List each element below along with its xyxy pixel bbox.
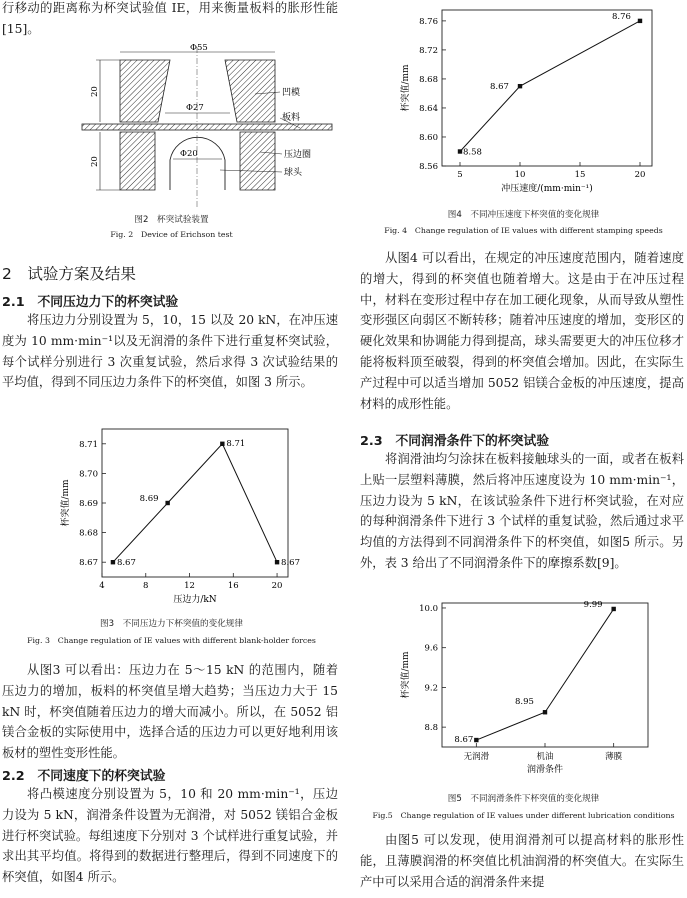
x-axis-title: 冲压速度/(mm·min⁻¹) <box>501 184 593 194</box>
y-tick-label: 8.67 <box>79 558 98 569</box>
data-point <box>458 149 462 153</box>
label-holder: 压边圈 <box>284 150 312 160</box>
y-tick-label: 8.70 <box>79 469 98 480</box>
figure-3-chart <box>56 423 300 613</box>
y-tick-label: 8.56 <box>419 162 438 172</box>
data-point <box>165 501 169 505</box>
fig2-caption-cn: 图2 杯突试验装置 <box>134 215 209 225</box>
y-tick-label: 8.76 <box>419 16 438 27</box>
paragraph-fig3-analysis: 从图3 可以看出：压边力在 5～15 kN 的范围内，随着压边力的增加，板料的杯突值呈增大趋势；当压边力大于 15 kN 时，杯突值随着压边力的增大而减小。所以，在 5052 铝镁合金板的实际使用中，选择合适的压边力可以更好地利用该板材的塑性变形性能。 <box>2 663 338 761</box>
dim-phi27: Φ27 <box>186 103 204 113</box>
y-tick-label: 9.6 <box>424 643 438 654</box>
y-tick-label: 8.69 <box>79 499 98 509</box>
subsection-2-2-title: 2.2 不同速度下的杯突试验 <box>2 769 166 784</box>
data-label: 8.95 <box>515 697 534 708</box>
data-label: 8.71 <box>226 438 246 449</box>
figure-4-chart <box>390 4 660 199</box>
fig4-caption-en: Fig. 4 Change regulation of IE values with different stamping speeds <box>384 226 663 235</box>
dim-top-20: 20 <box>90 86 100 97</box>
y-tick-label: 8.8 <box>424 723 438 734</box>
fig4-caption-cn: 图4 不同冲压速度下杯突值的变化规律 <box>447 210 600 220</box>
data-point <box>518 84 522 88</box>
data-label: 8.67 <box>281 558 300 569</box>
dim-phi20: Φ20 <box>180 149 198 159</box>
x-tick-label: 薄膜 <box>605 752 623 762</box>
data-label: 9.99 <box>583 599 603 610</box>
figure-5-chart <box>390 597 660 787</box>
x-tick-label: 12 <box>184 581 195 591</box>
y-tick-label: 8.64 <box>419 103 438 114</box>
data-label: 8.67 <box>490 82 509 93</box>
x-tick-label: 20 <box>634 170 646 180</box>
die-right <box>225 60 275 122</box>
fig5-caption-en: Fig.5 Change regulation of IE values under different lubrication conditions <box>372 811 675 820</box>
fig5-caption-cn: 图5 不同润滑条件下杯突值的变化规律 <box>447 794 600 804</box>
sheet <box>82 124 332 130</box>
data-label: 8.67 <box>116 558 136 569</box>
x-axis-title: 压边力/kN <box>173 595 217 605</box>
series-line <box>460 21 640 152</box>
y-tick-label: 8.72 <box>419 45 438 56</box>
y-tick-label: 10.0 <box>419 603 438 614</box>
data-point <box>275 560 279 564</box>
data-point <box>543 710 547 714</box>
dim-bottom-20: 20 <box>90 156 100 167</box>
x-tick-label: 15 <box>574 170 586 180</box>
plot-frame <box>442 603 648 747</box>
series-line <box>476 609 613 740</box>
y-axis-title: 杯突值/mm <box>61 479 71 527</box>
section-2-title: 2 试验方案及结果 <box>2 265 136 283</box>
data-label: 8.69 <box>139 494 159 504</box>
y-axis-title: 杯突值/mm <box>401 651 411 699</box>
data-point <box>111 560 115 564</box>
plot-frame <box>102 429 288 577</box>
series-line <box>113 444 277 562</box>
data-point <box>474 738 478 742</box>
x-tick-label: 机油 <box>536 752 554 762</box>
x-tick-label: 10 <box>514 170 526 180</box>
paragraph-fig4-analysis: 从图4 可以看出，在规定的冲压速度范围内，随着速度的增大，得到的杯突值也随着增大。这是由于在冲压过程中，材料在变形过程中存在加工硬化现象，从而导致从塑性变形强区向弱区不断转移；随着冲压速度的增加，变形区的硬化效果和协调能力得到提高，球头需要更大的冲压位移才能将板料顶至破裂，得到的杯突值会增加。因此，在实际生产过程中可以适当增加 5052 铝镁合金板的冲压速度，提高材料的成形性能。 <box>360 251 684 411</box>
dim-phi55: Φ55 <box>190 43 208 53</box>
data-point <box>638 19 642 23</box>
data-label: 8.58 <box>463 147 482 158</box>
data-point <box>611 607 615 611</box>
fig3-caption-en: Fig. 3 Change regulation of IE values with different blank-holder forces <box>27 636 316 645</box>
x-tick-label: 4 <box>99 581 105 591</box>
plot-frame <box>442 10 652 166</box>
figure-2-erichson-device <box>70 42 340 214</box>
data-point <box>220 442 224 446</box>
x-tick-label: 16 <box>227 581 239 591</box>
y-tick-label: 8.68 <box>419 74 438 85</box>
holder-right <box>240 132 275 190</box>
y-tick-label: 9.2 <box>424 683 438 694</box>
fig2-caption-en: Fig. 2 Device of Erichson test <box>110 230 233 239</box>
label-sheet: 板料 <box>282 113 301 123</box>
ball-head <box>170 137 225 190</box>
x-tick-label: 5 <box>457 170 463 180</box>
data-label: 8.76 <box>612 11 631 22</box>
x-tick-label: 20 <box>271 581 283 591</box>
x-axis-title: 润滑条件 <box>526 765 564 775</box>
label-ball: 球头 <box>284 168 303 178</box>
intro-paragraph: 行移动的距离称为杯突试验值 IE，用来衡量板料的胀形性能[15]。 <box>2 1 338 36</box>
y-tick-label: 8.60 <box>419 132 438 143</box>
subsection-2-3-title: 2.3 不同润滑条件下的杯突试验 <box>360 434 550 449</box>
holder-left <box>120 132 155 190</box>
subsection-2-1-title: 2.1 不同压边力下的杯突试验 <box>2 295 179 310</box>
fig3-caption-cn: 图3 不同压边力下杯突值的变化规律 <box>100 619 243 629</box>
y-axis-title: 杯突值/mm <box>401 64 411 112</box>
y-tick-label: 8.68 <box>79 528 98 539</box>
x-tick-label: 无润滑 <box>463 752 490 762</box>
y-tick-label: 8.71 <box>79 439 98 450</box>
paragraph-2-1: 将压边力分别设置为 5，10，15 以及 20 kN，在冲压速度为 10 mm·min⁻¹以及无润滑的条件下进行重复杯突试验，每个试样分别进行 3 次重复试验，然后求得 3 次试验结果的平均值，得到不同压边力条件下的杯突值，如图 3 所示。 <box>2 313 338 390</box>
die-left <box>120 60 170 122</box>
x-tick-label: 8 <box>143 581 149 591</box>
paragraph-2-2: 将凸模速度分别设置为 5，10 和 20 mm·min⁻¹，压边力设为 5 kN，润滑条件设置为无润滑，对 5052 镁铝合金板进行杯突试验。每组速度下分别对 3 个试样进行重复试验，并求出其平均值。将得到的数据进行整理后，得到不同速度下的杯突值，如图4 所示。 <box>2 787 338 885</box>
label-die: 凹模 <box>282 88 301 98</box>
paragraph-2-3: 将润滑油均匀涂抹在板料接触球头的一面，或者在板料上贴一层塑料薄膜，然后将冲压速度设为 10 mm·min⁻¹，压边力设为 5 kN，在该试验条件下进行杯突试验，在对应的每种润滑条件下进行 3 个试样的重复试验，然后通过求平均值的方法得到不同润滑条件下的杯突值，如图5 所示。另外，表 3 给出了不同润滑条件下的摩擦系数[9]。 <box>360 452 684 570</box>
paragraph-fig5-analysis: 由图5 可以发现，使用润滑剂可以提高材料的胀形性能，且薄膜润滑的杯突值比机油润滑的杯突值大。在实际生产中可以采用合适的润滑条件来提 <box>360 833 684 889</box>
data-label: 8.67 <box>454 735 474 746</box>
